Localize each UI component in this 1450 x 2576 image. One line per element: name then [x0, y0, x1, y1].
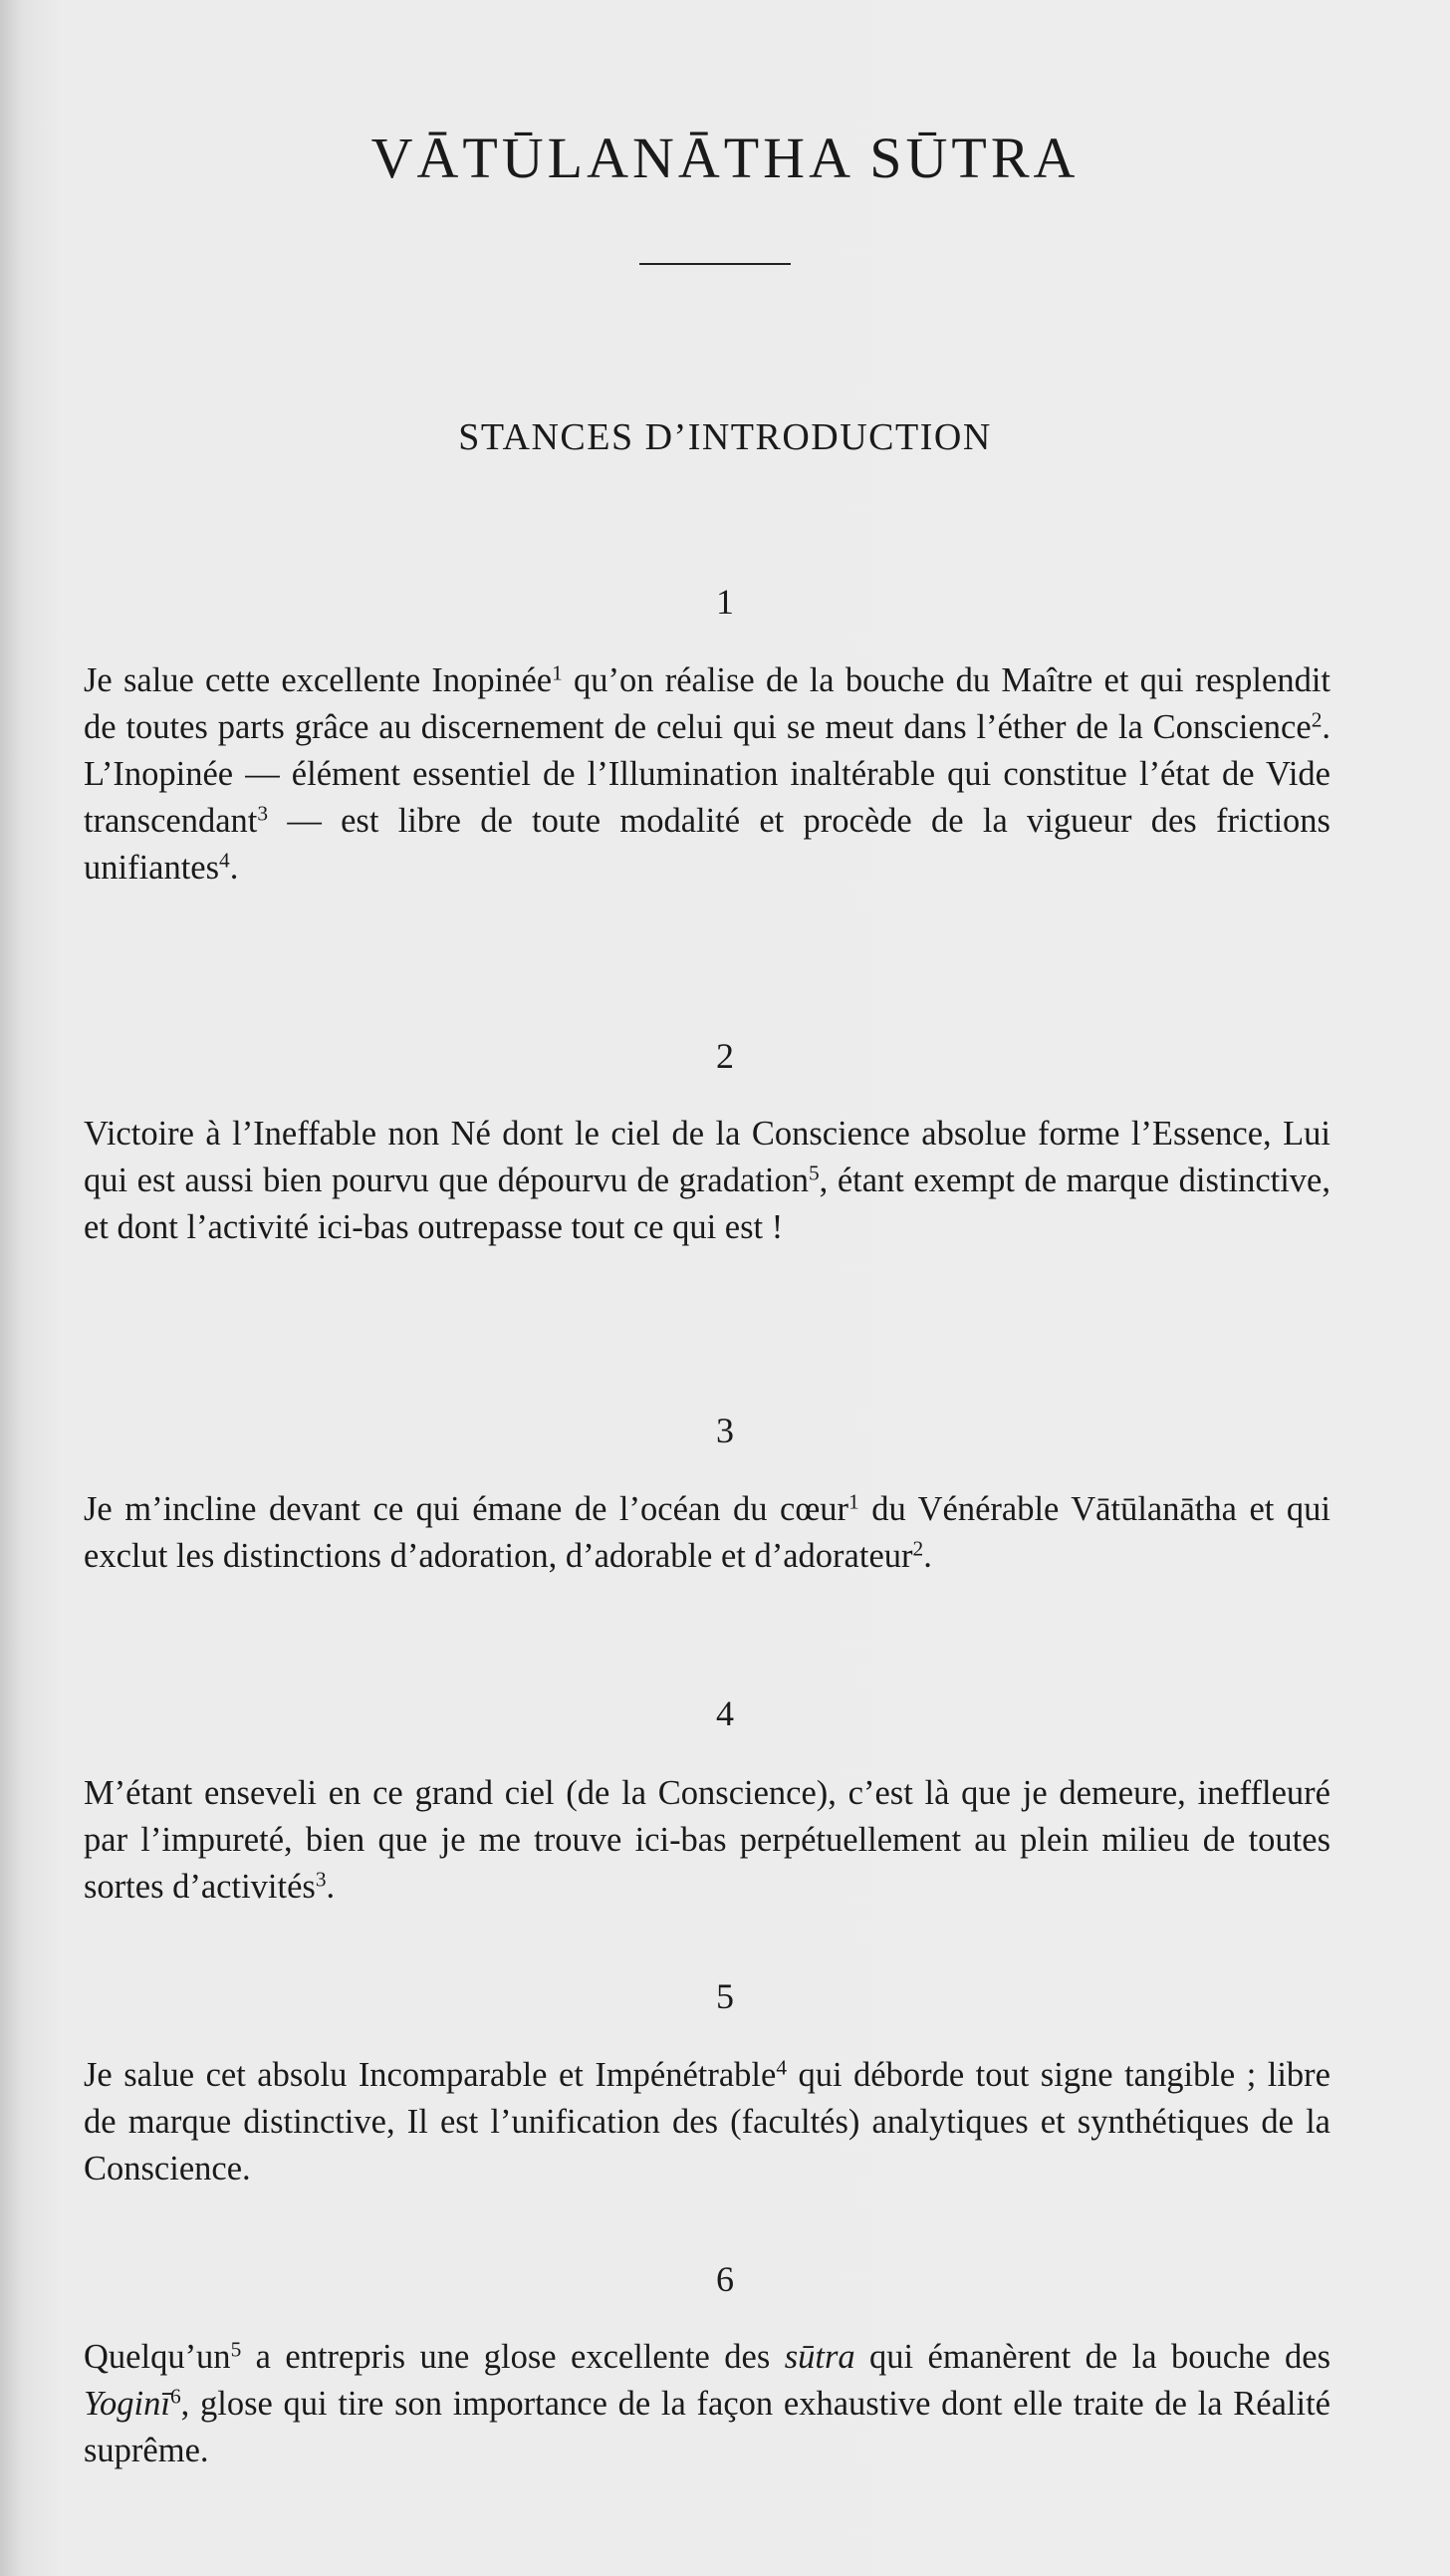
stanza-text-run: M’étant enseveli en ce grand ciel (de la Conscience), c’est là que je demeure, ineffleuré par l’impureté, bien que je me trouve ici-bas perpétuellement au plein milieu de toutes sortes d’activités — [84, 1774, 1330, 1906]
stanza-text — [84, 1770, 1330, 1911]
stanza-number: 4 — [716, 1693, 734, 1733]
footnote-reference: 1 — [847, 1489, 859, 1514]
italic-term: sūtra — [784, 2338, 855, 2376]
footnote-reference: 2 — [912, 1536, 924, 1561]
footnote-reference: 3 — [315, 1867, 327, 1892]
italic-term: Yoginī — [84, 2385, 170, 2423]
stanza-text-run: — est libre de toute modalité et procède de la vigueur des frictions unifiantes — [84, 802, 1330, 887]
footnote-reference: 3 — [257, 801, 269, 826]
stanza-text-run: du Vénérable Vātūlanātha et qui exclut les distinctions d’adoration, d’adorable et d’adorateur — [84, 1490, 1330, 1575]
stanza-text-run: Je m’incline devant ce qui émane de l’océan du cœur — [84, 1490, 848, 1528]
stanza-text-run: . — [229, 849, 239, 887]
footnote-reference: 1 — [552, 660, 563, 685]
stanza-text-run: Je salue cet absolu Incomparable et Impénétrable — [84, 2056, 777, 2094]
stanza-text-run: qu’on réalise de la bouche du Maître et qui resplendit de toutes parts grâce au discernement de celui qui se meut dans l’éther de la Conscience — [84, 661, 1330, 746]
stanza-text-run: . — [923, 1537, 932, 1575]
stanza-text-run: Victoire à l’Ineffable non Né dont le ciel de la Conscience absolue forme l’Essence, Lui qui est aussi bien pourvu que dépourvu de gradation — [84, 1115, 1330, 1199]
footnote-reference: 5 — [808, 1160, 820, 1185]
footnote-reference: 5 — [230, 2337, 242, 2362]
stanza-text-run: qui déborde tout signe tangible ; libre de marque distinctive, Il est l’unification des (facultés) analytiques et synthétiques de la Conscience. — [84, 2056, 1330, 2188]
footnote-reference: 2 — [1311, 707, 1323, 732]
stanza-number: 2 — [716, 1036, 734, 1076]
stanza-text — [84, 2334, 1330, 2474]
footnote-reference: 4 — [219, 848, 230, 873]
footnote-reference: 6 — [169, 2384, 181, 2409]
stanza-number: 5 — [716, 1976, 734, 2016]
stanza-text-run: , étant exempt de marque distinctive, et dont l’activité ici-bas outrepasse tout ce qui est ! — [84, 1161, 1330, 1246]
page-title: VĀTŪLANĀTHA SŪTRA — [370, 126, 1080, 190]
stanza-text-run: . L’Inopinée — élément essentiel de l’Illumination inaltérable qui constitue l’état de Vide transcendant — [84, 708, 1330, 840]
footnote-reference: 4 — [776, 2055, 787, 2080]
stanza-text — [84, 657, 1330, 892]
stanza-text-run: Quelqu’un — [84, 2338, 231, 2376]
title-divider — [639, 263, 791, 265]
stanza-number: 6 — [716, 2259, 734, 2299]
stanza-text — [84, 1111, 1330, 1251]
stanza-text-run: qui émanèrent de la bouche des — [854, 2338, 1330, 2376]
section-heading: STANCES D’INTRODUCTION — [458, 416, 992, 458]
stanza-text-run: , glose qui tire son importance de la façon exhaustive dont elle traite de la Réalité suprême. — [84, 2385, 1330, 2469]
stanza-text — [84, 2052, 1330, 2192]
stanza-text — [84, 1486, 1330, 1580]
stanza-text-run: Je salue cette excellente Inopinée — [84, 661, 553, 699]
stanza-text-run: a entrepris une glose excellente des — [241, 2338, 785, 2376]
stanza-number: 3 — [716, 1411, 734, 1450]
stanza-number: 1 — [716, 582, 734, 622]
stanza-text-run: . — [326, 1868, 336, 1906]
